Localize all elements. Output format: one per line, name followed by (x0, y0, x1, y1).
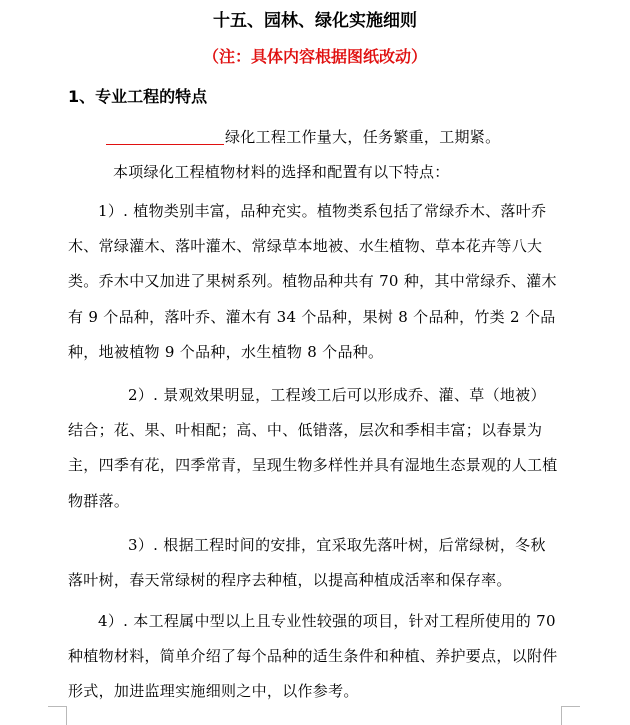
red-note: （注：具体内容根据图纸改动） (202, 47, 427, 66)
blank-fill-line (106, 124, 224, 145)
point-4-text: 4）. 本工程属中型以上且专业性较强的项目，针对工程所使用的 70 种植物材料，简单介绍了每个品种的适生条件和种植、养护要点，以附件形式，加进监理实施细则之中，以作参考。 (68, 612, 558, 701)
point-3-text: 3）. 根据工程时间的安排，宜采取先落叶树，后常绿树，冬秋落叶树，春天常绿树的程序去种植，以提高种植成活率和保存率。 (68, 536, 546, 590)
point-1-paragraph (68, 194, 560, 370)
intro-paragraph-text: 本项绿化工程植物材料的选择和配置有以下特点： (113, 163, 450, 181)
page-corner-mark-left (48, 706, 67, 725)
page-corner-mark-right (561, 706, 580, 725)
point-2-text: 2）. 景观效果明显，工程竣工后可以形成乔、灌、草（地被）结合；花、果、叶相配；高、中、低错落，层次和季相丰富；以春景为主，四季有花，四季常青，呈现生物多样性并具有湿地生态景观的人工植物群落。 (68, 386, 558, 510)
point-2-paragraph (68, 378, 560, 519)
point-1-text: 1）. 植物类别丰富，品种充实。植物类系包括了常绿乔木、落叶乔木、常绿灌木、落叶灌木、常绿草本地被、水生植物、草本花卉等八大类。乔木中又加进了果树系列。植物品种共有 70 种，其中常绿乔、灌木有 9 个品种，落叶乔、灌木有 34 个品种，果树 8 个品种，竹类 2 个品种，地被植物 9 个品种，水生植物 8 个品种。 (68, 202, 557, 361)
intro-line-text: 绿化工程工作量大，任务繁重，工期紧。 (225, 128, 501, 146)
point-3-paragraph (68, 528, 560, 598)
section-heading: 1、专业工程的特点 (68, 87, 208, 106)
intro-line-paragraph (68, 120, 560, 155)
intro-paragraph (68, 155, 560, 190)
document-title: 十五、园林、绿化实施细则 (213, 11, 417, 31)
point-4-paragraph (68, 604, 560, 710)
